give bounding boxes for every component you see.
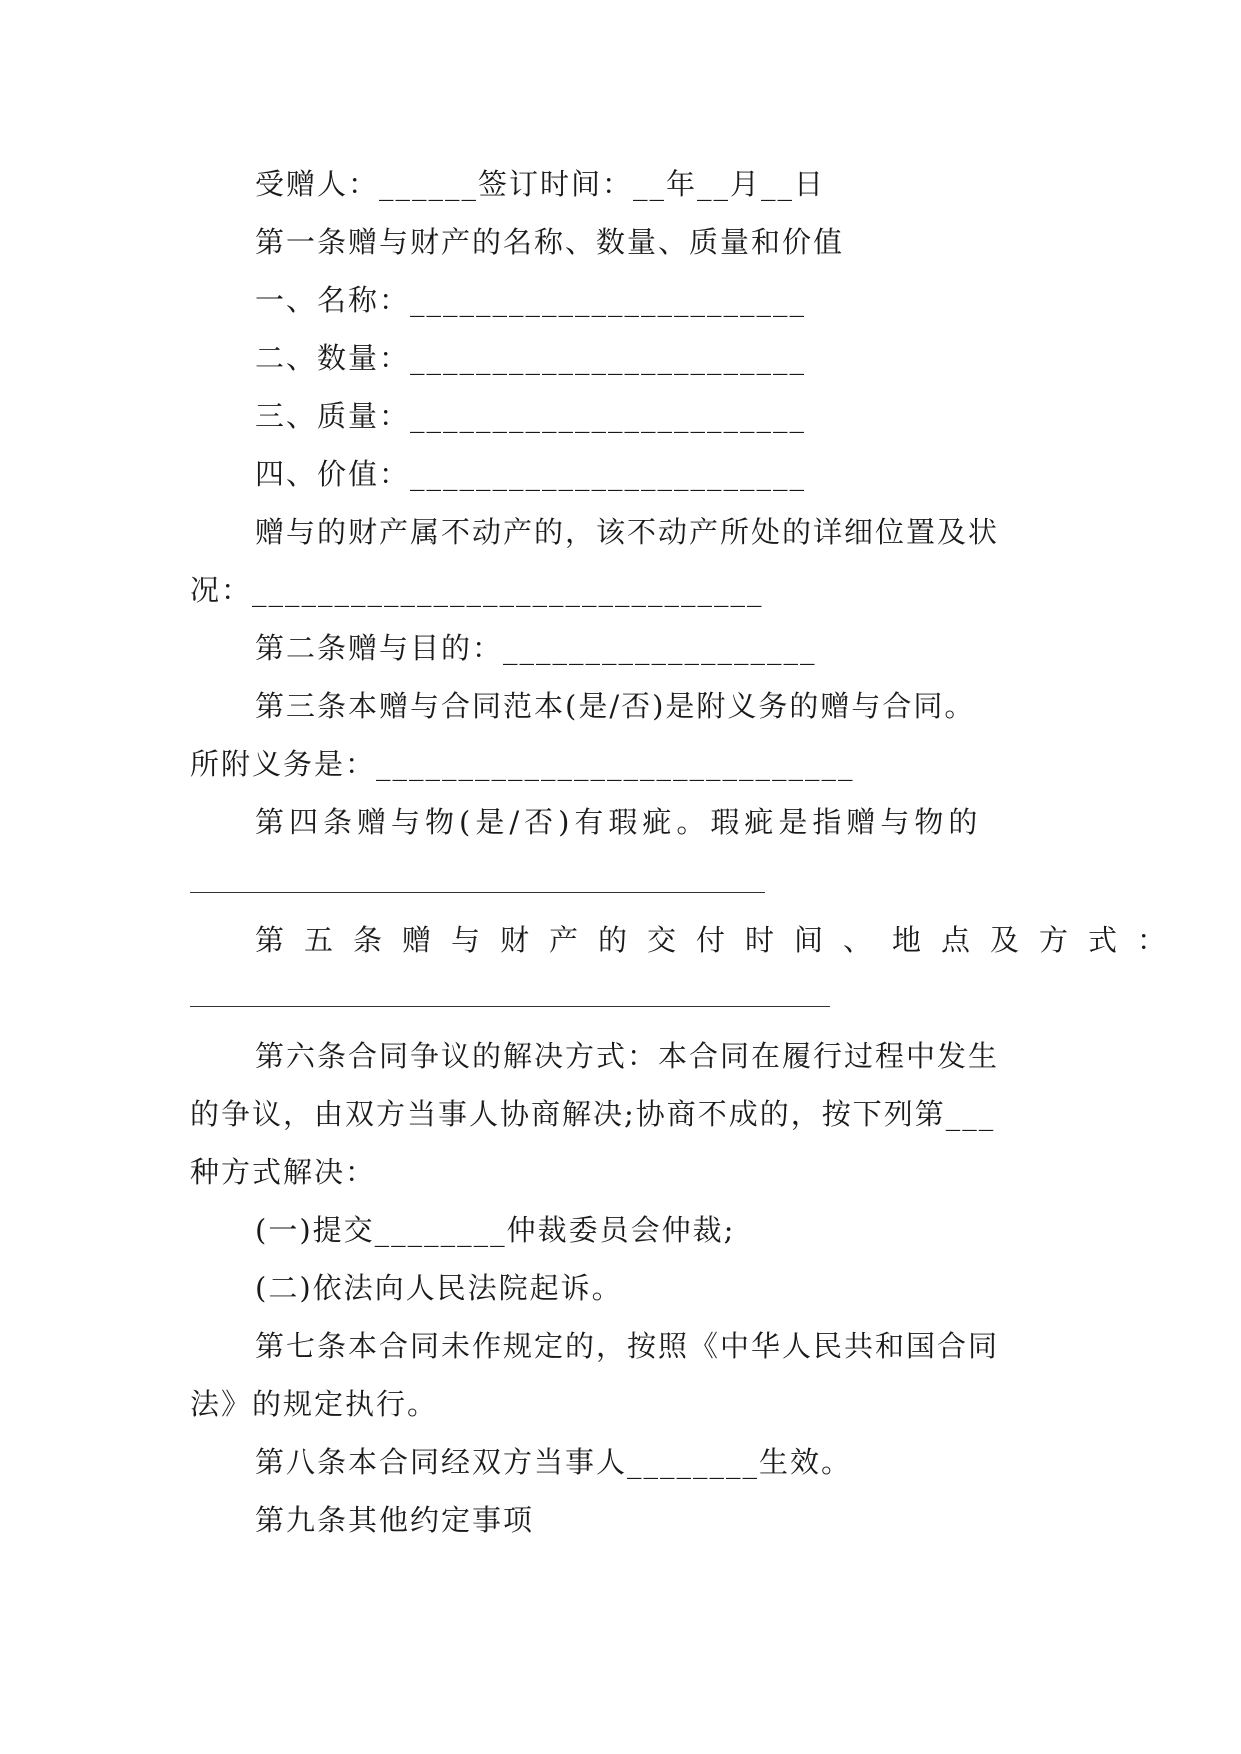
article-5-line-1: 第五条赠与财产的交付时间、地点及方式： — [255, 923, 1187, 957]
item-quality-line: 三、质量：________________________ — [255, 399, 807, 433]
article-4-line-1: 第四条赠与物(是/否)有瑕疵。瑕疵是指赠与物的 — [255, 805, 983, 839]
court-option: (二)依法向人民法院起诉。 — [255, 1271, 623, 1305]
article-5-blank-rule — [190, 1006, 830, 1007]
article-7-line-2: 法》的规定执行。 — [190, 1387, 439, 1421]
article-6-line-2: 的争议，由双方当事人协商解决;协商不成的，按下列第___ — [190, 1097, 996, 1131]
real-estate-paragraph-line-2: 况：_______________________________ — [190, 573, 764, 607]
article-2-purpose-line: 第二条赠与目的：___________________ — [255, 631, 817, 665]
article-9-line: 第九条其他约定事项 — [255, 1503, 535, 1537]
item-value-line: 四、价值：________________________ — [255, 457, 807, 491]
article-6-line-1: 第六条合同争议的解决方式：本合同在履行过程中发生 — [255, 1039, 1000, 1073]
arbitration-option: (一)提交________仲裁委员会仲裁; — [255, 1213, 736, 1247]
article-7-line-1: 第七条本合同未作规定的，按照《中华人民共和国合同 — [255, 1329, 1000, 1363]
article-4-blank-rule — [190, 892, 765, 893]
item-quantity-line: 二、数量：________________________ — [255, 341, 807, 375]
recipient-signing-date-line: 受赠人：______签订时间：__年__月__日 — [255, 167, 826, 201]
item-name-line: 一、名称：________________________ — [255, 283, 807, 317]
article-1-heading: 第一条赠与财产的名称、数量、质量和价值 — [255, 225, 845, 259]
article-6-line-3: 种方式解决： — [190, 1155, 377, 1189]
real-estate-paragraph-line-1: 赠与的财产属不动产的，该不动产所处的详细位置及状 — [255, 515, 1000, 549]
article-3-line-1: 第三条本赠与合同范本(是/否)是附义务的赠与合同。 — [255, 689, 976, 723]
article-3-line-2: 所附义务是：_____________________________ — [190, 747, 855, 781]
article-8-line: 第八条本合同经双方当事人________生效。 — [255, 1445, 853, 1479]
